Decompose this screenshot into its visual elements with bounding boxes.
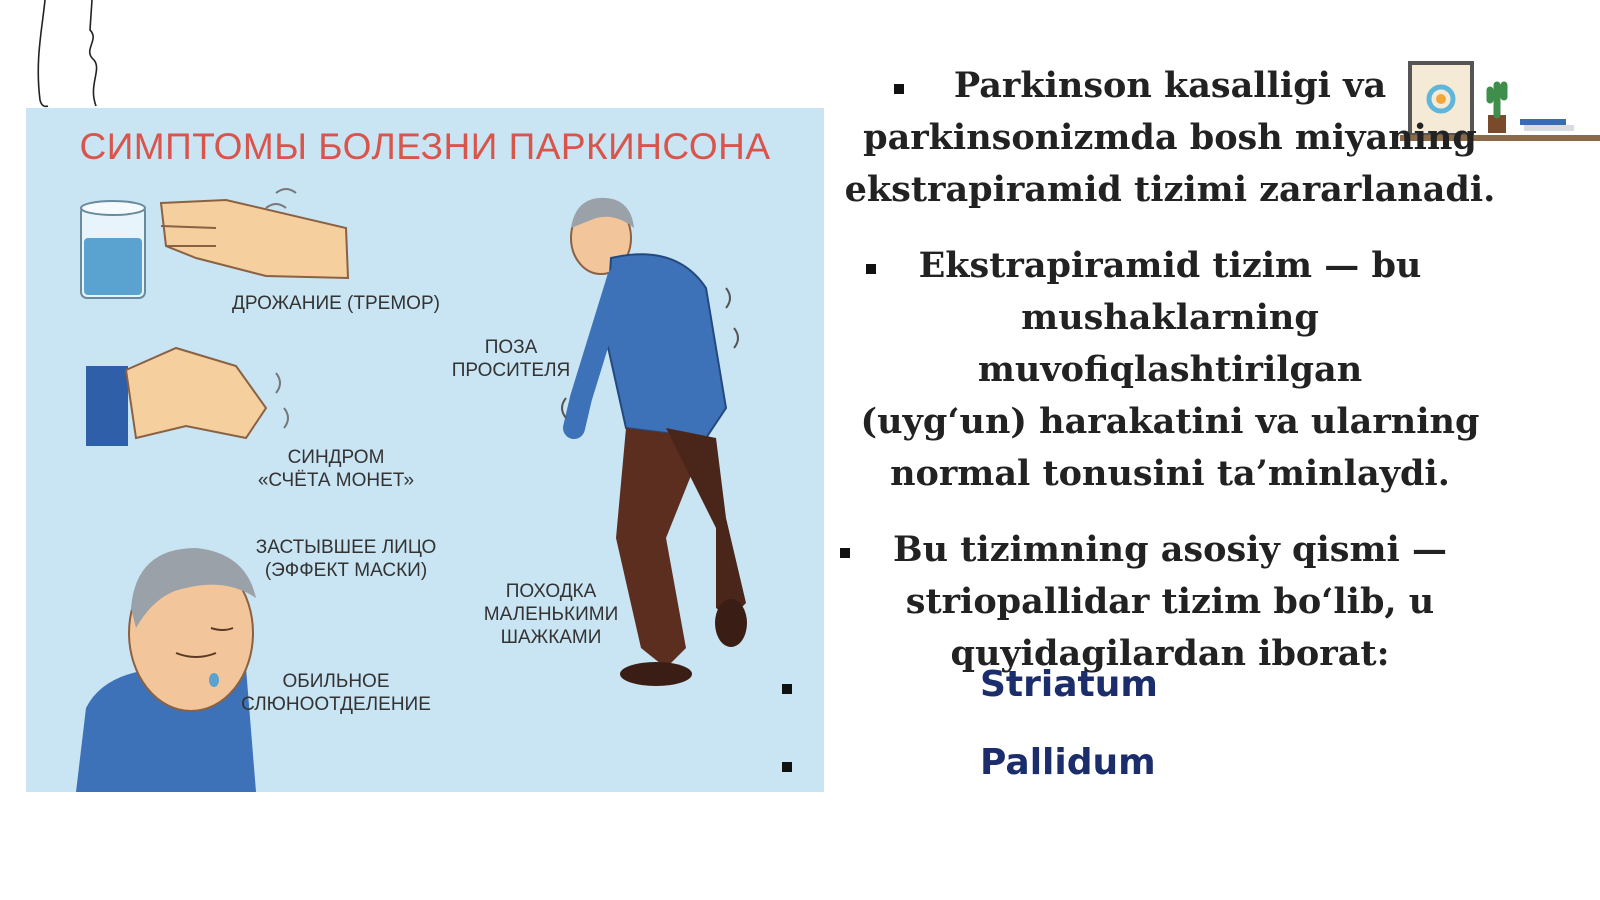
paragraph-3: Bu tizimning asosiy qismi — striopallidar tizim bo‘lib, u quyidagilardan iborat: <box>830 524 1510 680</box>
glass-icon <box>81 201 145 298</box>
coin-counting-hand-icon <box>86 348 288 446</box>
label-mask-face: ЗАСТЫВШЕЕ ЛИЦО (ЭФФЕКТ МАСКИ) <box>255 537 437 581</box>
bullet-icon <box>840 548 850 558</box>
label-coin-counting: СИНДРОМ «СЧЁТА МОНЕТ» <box>257 447 415 491</box>
bullet-icon <box>894 84 904 94</box>
bullet-icon <box>866 264 876 274</box>
poster-title: СИМПТОМЫ БОЛЕЗНИ ПАРКИНСОНА <box>79 126 771 167</box>
label-salivation: ОБИЛЬНОЕ СЛЮНООТДЕЛЕНИЕ <box>241 671 431 715</box>
tremor-hand-icon <box>161 189 348 278</box>
list-item-striatum: Striatum <box>980 664 1158 705</box>
bullet-icon <box>782 684 792 694</box>
paragraph-1: Parkinson kasalligi va parkinsonizmda bosh miyaning ekstrapiramid tizimi zararlanadi. <box>844 65 1496 210</box>
parkinson-symptoms-poster <box>26 108 824 792</box>
label-small-steps: ПОХОДКА МАЛЕНЬКИМИ ШАЖКАМИ <box>483 581 619 648</box>
slide-text <box>830 60 1510 704</box>
paragraph-2: Ekstrapiramid tizim — bu mushaklarning muvofiqlashtirilgan (uyg‘un) harakatini va ularning normal tonusini ta’minlaydi. <box>860 245 1480 494</box>
list-item-pallidum: Pallidum <box>980 742 1156 783</box>
hanging-lines-decoration <box>30 0 120 110</box>
label-tremor: ДРОЖАНИЕ (ТРЕМОР) <box>232 293 440 314</box>
bullet-icon <box>782 762 792 772</box>
masked-face-man-icon <box>76 548 256 792</box>
label-pose: ПОЗА ПРОСИТЕЛЯ <box>451 337 571 381</box>
